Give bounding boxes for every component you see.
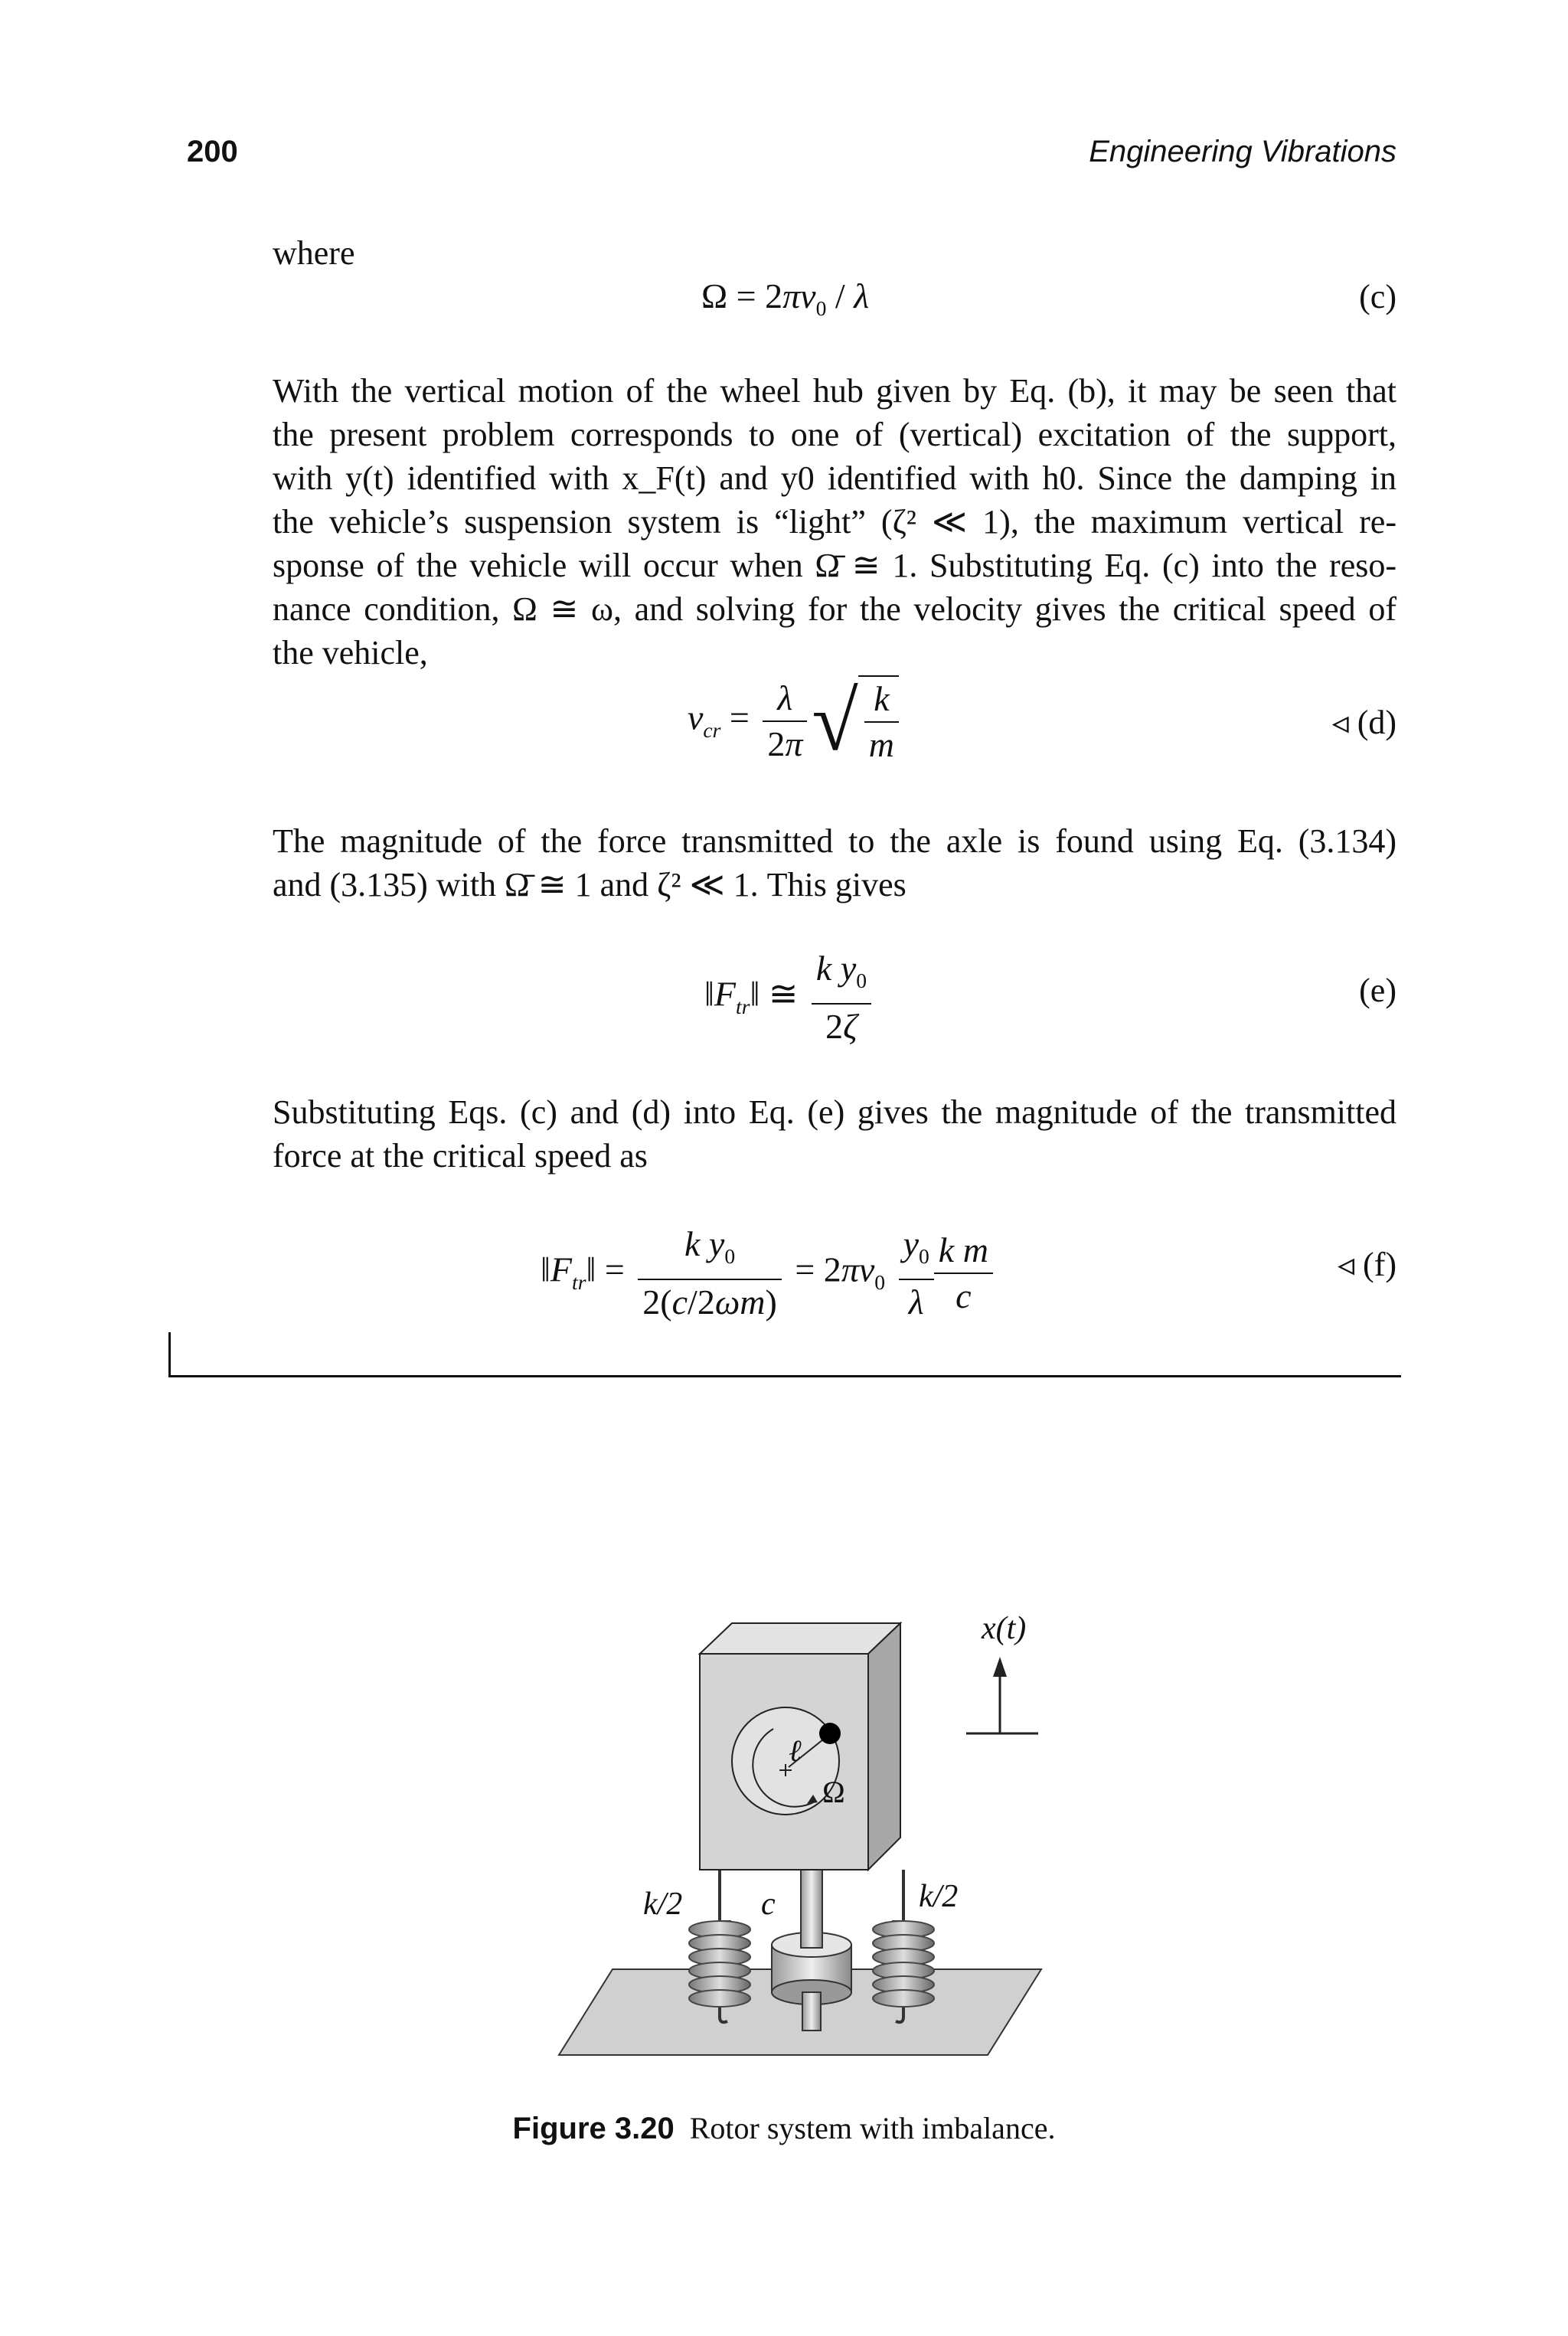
label-omega: Ω [822, 1775, 845, 1809]
equation-d: $v_{cr}$ = $\frac{\lambda}{2\pi}$ √ $\frac{k}{m}$ [688, 675, 899, 767]
text-line: with y(t) identified with x_F(t) and y0 identified with h0. Since the damping in [273, 459, 1396, 497]
label-spring-right: k/2 [919, 1879, 959, 1914]
running-title: Engineering Vibrations [1089, 135, 1396, 168]
equation-f-label: ◃ (f) [1337, 1246, 1396, 1283]
text-line: the present problem corresponds to one of (vertical) excitation of the support, [273, 416, 1396, 453]
text-line: the vehicle’s suspension system is “light” (ζ² ≪ 1), the maximum vertical re- [273, 503, 1396, 541]
paragraph-2 [273, 819, 1396, 907]
text-line: and (3.135) with Ω̄ ≅ 1 and ζ² ≪ 1. This gives [273, 866, 906, 903]
example-end-rule-vertical [168, 1332, 171, 1377]
text-line: the vehicle, [273, 634, 428, 671]
page-number: 200 [187, 135, 238, 168]
label-x-t: x(t) [982, 1611, 1027, 1646]
rotor-figure [0, 1608, 1568, 2083]
label-damper: c [761, 1887, 776, 1922]
label-eccentricity: ℓ [789, 1733, 802, 1768]
spring-coil [873, 1990, 934, 2007]
equation-f: $‖F_{tr}‖$ = $\frac{k y_0}{2(c/2\omega m)}$ = $2\pi v_0$ $\frac{y_0}{\lambda}$ $\frac{\text{k m}}{c}$ [541, 1222, 998, 1325]
figure-caption-text: Rotor system with imbalance. [689, 2111, 1056, 2145]
equation-d-label: ◃ (d) [1331, 704, 1396, 741]
imbalance-mass [819, 1723, 841, 1744]
paragraph-3 [273, 1090, 1396, 1178]
figure-caption-label: Figure 3.20 [512, 2112, 675, 2145]
example-end-rule [168, 1375, 1401, 1377]
equation-c: $\Omega = 2\pi v_0 / \lambda$ [701, 276, 870, 321]
text-line: sponse of the vehicle will occur when Ω̄ ≅ 1. Substituting Eq. (c) into the reso- [273, 547, 1396, 584]
spring-coil [689, 1990, 750, 2007]
text-line: force at the critical speed as [273, 1137, 648, 1175]
text-line: With the vertical motion of the wheel hub given by Eq. (b), it may be seen that [273, 372, 1396, 410]
where-text: where [273, 234, 355, 272]
equation-e: $‖F_{tr}‖$ ≅ $\frac{k y_0}{2\zeta}$ [704, 946, 876, 1049]
text-line: Substituting Eqs. (c) and (d) into Eq. (e) gives the magnitude of the transmitted [273, 1093, 1396, 1131]
text-line: nance condition, Ω ≅ ω, and solving for the velocity gives the critical speed of [273, 590, 1396, 628]
label-spring-left: k/2 [643, 1887, 683, 1922]
equation-c-label: (c) [1359, 278, 1396, 315]
figure-caption [0, 2110, 1568, 2146]
equation-e-label: (e) [1359, 972, 1396, 1009]
displacement-arrowhead [993, 1657, 1007, 1677]
paragraph-1 [273, 369, 1396, 675]
text-line: The magnitude of the force transmitted to the axle is found using Eq. (3.134) [273, 822, 1396, 860]
